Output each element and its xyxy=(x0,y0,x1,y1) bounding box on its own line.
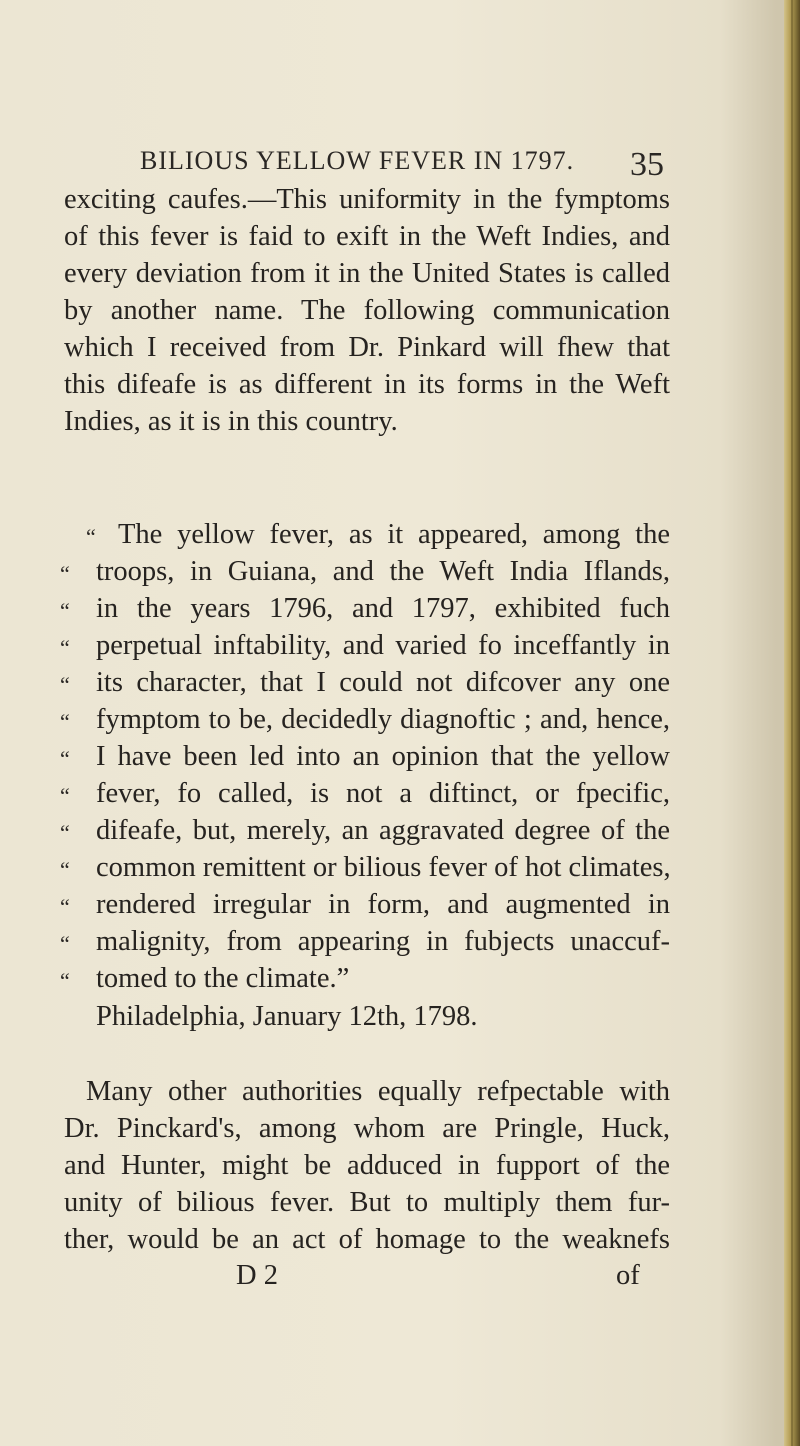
quote-line-12: malignity, from appearing in fubjects unaccuf- xyxy=(96,926,670,957)
quote-line-6: fymptom to be, decidedly diagnoftic ; and, hence, xyxy=(96,704,670,735)
paragraph1-line-2: of this fever is faid to exift in the Weft Indies, and xyxy=(64,221,670,252)
paragraph1-line-3: every deviation from it in the United States is called xyxy=(64,258,670,289)
paragraph1-line-5: which I received from Dr. Pinkard will fhew that xyxy=(64,332,670,363)
catchword: of xyxy=(616,1260,640,1291)
paragraph1-line-4: by another name. The following communication xyxy=(64,295,670,326)
quote-mark: “ xyxy=(60,857,70,882)
quote-line-13: tomed to the climate.” xyxy=(96,963,350,994)
quote-line-10: common remittent or bilious fever of hot climates, xyxy=(96,852,671,883)
quote-line-7: I have been led into an opinion that the yellow xyxy=(96,741,670,772)
quote-line-2: troops, in Guiana, and the Weft India Iflands, xyxy=(96,556,670,587)
quote-mark: “ xyxy=(60,820,70,845)
quote-line-1: The yellow fever, as it appeared, among the xyxy=(118,519,670,550)
paragraph2-line-1: Many other authorities equally refpectable with xyxy=(86,1076,670,1107)
quote-mark: “ xyxy=(60,931,70,956)
quote-mark: “ xyxy=(60,968,70,993)
quote-line-4: perpetual inftability, and varied fo inceffantly in xyxy=(96,630,670,661)
running-head: BILIOUS YELLOW FEVER IN 1797. xyxy=(140,146,575,175)
page-edge-shadow xyxy=(791,0,793,1446)
quote-mark: “ xyxy=(60,894,70,919)
quote-line-9: difeafe, but, merely, an aggravated degree of the xyxy=(96,815,670,846)
signature-mark: D 2 xyxy=(236,1260,278,1291)
quote-mark: “ xyxy=(86,524,96,549)
quote-mark: “ xyxy=(60,783,70,808)
quote-line-11: rendered irregular in form, and augmented in xyxy=(96,889,670,920)
paragraph1-line-6: this difeafe is as different in its forms in the Weft xyxy=(64,369,670,400)
paragraph2-line-3: and Hunter, might be adduced in fupport of the xyxy=(64,1150,670,1181)
quote-mark: “ xyxy=(60,598,70,623)
quote-mark: “ xyxy=(60,709,70,734)
paragraph1-line-7: Indies, as it is in this country. xyxy=(64,406,398,437)
quote-mark: “ xyxy=(60,635,70,660)
quote-mark: “ xyxy=(60,672,70,697)
paragraph1-line-1: exciting caufes.—This uniformity in the fymptoms xyxy=(64,184,670,215)
quote-line-3: in the years 1796, and 1797, exhibited fuch xyxy=(96,593,670,624)
page-number: 35 xyxy=(630,146,664,183)
paragraph2-line-5: ther, would be an act of homage to the weaknefs xyxy=(64,1224,670,1255)
quote-mark: “ xyxy=(60,746,70,771)
quote-mark: “ xyxy=(60,561,70,586)
quote-signature: Philadelphia, January 12th, 1798. xyxy=(96,1001,478,1032)
paragraph2-line-4: unity of bilious fever. But to multiply them fur- xyxy=(64,1187,670,1218)
quote-line-5: its character, that I could not difcover any one xyxy=(96,667,670,698)
paragraph2-line-2: Dr. Pinckard's, among whom are Pringle, Huck, xyxy=(64,1113,670,1144)
quote-line-8: fever, fo called, is not a diftinct, or fpecific, xyxy=(96,778,670,809)
